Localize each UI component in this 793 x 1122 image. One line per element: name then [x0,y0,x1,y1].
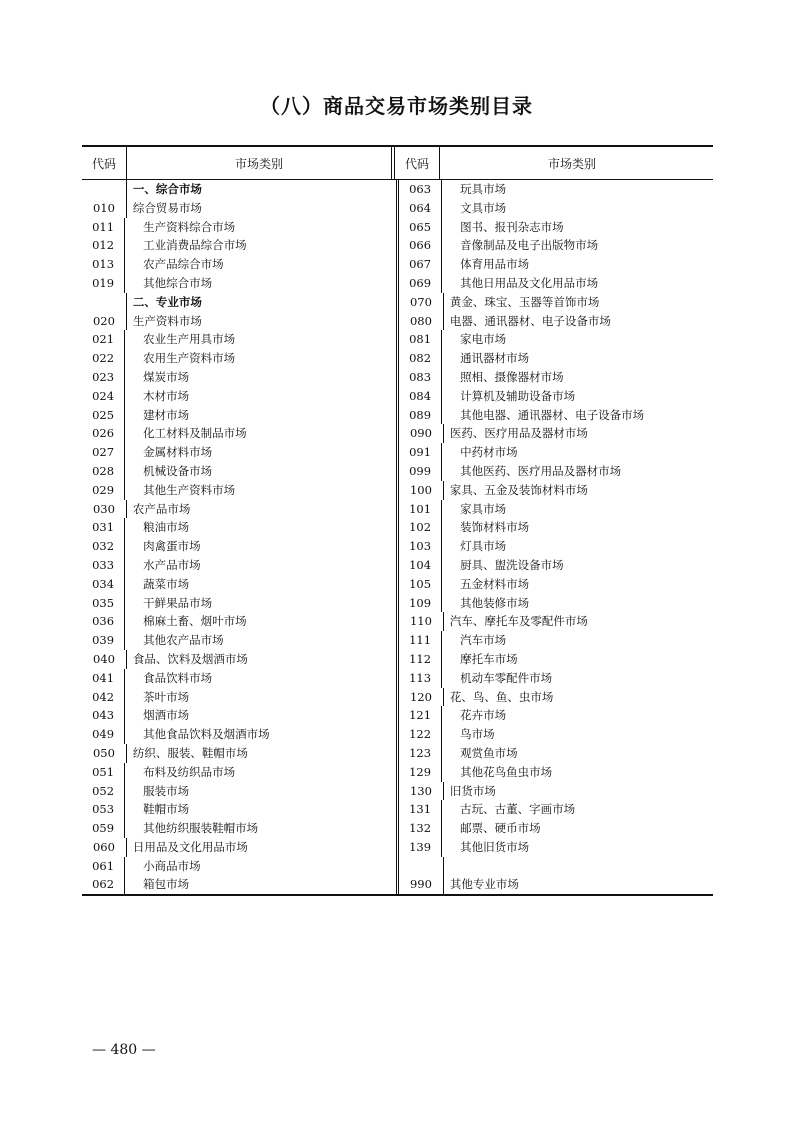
table-row [82,763,396,782]
row-code: 061 [92,858,115,873]
table-row [399,424,713,443]
table-row [82,199,396,218]
row-name: 煤炭市场 [124,368,396,387]
row-code: 023 [92,369,115,384]
row-code: 064 [409,200,432,215]
row-code: 060 [92,839,115,854]
page-title: （八）商品交易市场类别目录 [260,94,533,118]
row-code: 041 [92,670,115,685]
table-row [399,575,713,594]
row-code [399,857,443,876]
table-row [399,312,713,331]
row-code: 020 [92,313,115,328]
row-code: 039 [92,633,115,648]
header-name-right: 市场类别 [439,147,704,179]
row-name: 综合贸易市场 [126,199,396,218]
row-code: 011 [92,219,115,234]
row-name: 其他日用品及文化用品市场 [441,274,713,293]
table-row [399,330,713,349]
table-row [399,274,713,293]
table-row [399,594,713,613]
table-row [399,255,713,274]
row-code: 082 [409,351,432,366]
row-code: 053 [92,802,115,817]
row-name: 纺织、服装、鞋帽市场 [126,744,396,763]
table-row [82,330,396,349]
row-name: 装饰材料市场 [441,518,713,537]
table-row [82,462,396,481]
row-name: 音像制品及电子出版物市场 [441,236,713,255]
table-row [82,688,396,707]
row-name: 其他装修市场 [441,594,713,613]
table-row [82,875,396,894]
table-row [399,800,713,819]
row-name: 机械设备市场 [124,462,396,481]
row-name: 干鲜果品市场 [124,594,396,613]
table-row [399,875,713,894]
row-name: 布料及纺织品市场 [124,763,396,782]
row-name: 生产资料综合市场 [124,218,396,237]
table-row [399,537,713,556]
row-code: 021 [92,332,115,347]
row-code: 026 [92,426,115,441]
row-code: 032 [92,539,115,554]
header-name: 市场类别 [126,147,391,179]
table-row [82,857,396,876]
table-row [399,462,713,481]
row-name: 工业消费品综合市场 [124,236,396,255]
table-row [82,274,396,293]
table-row [82,218,396,237]
row-name: 食品饮料市场 [124,669,396,688]
row-code: 122 [409,727,432,742]
table-row [399,688,713,707]
table-row [399,199,713,218]
row-name: 汽车、摩托车及零配件市场 [443,612,713,631]
row-name: 机动车零配件市场 [441,669,713,688]
row-code: 012 [92,238,115,253]
row-code: 031 [92,520,115,535]
row-name: 粮油市场 [124,518,396,537]
row-name: 鸟市场 [441,725,713,744]
table-row [82,349,396,368]
table-row [82,312,396,331]
row-code: 040 [92,651,115,666]
table-row [399,763,713,782]
row-code: 019 [92,275,115,290]
table-row [399,406,713,425]
table-row [399,481,713,500]
row-name: 其他综合市场 [124,274,396,293]
row-code: 033 [92,557,115,572]
row-code: 022 [92,351,115,366]
row-code: 035 [92,595,115,610]
row-name: 二、专业市场 [126,293,396,312]
table-row [82,556,396,575]
table-row [82,575,396,594]
row-name: 建材市场 [124,406,396,425]
table-row [399,838,713,857]
row-name: 农用生产资料市场 [124,349,396,368]
row-code: 066 [409,238,432,253]
row-code: 070 [409,294,432,309]
row-name: 观赏鱼市场 [441,744,713,763]
table-row [82,631,396,650]
row-code [82,180,126,199]
row-name: 食品、饮料及烟酒市场 [126,650,396,669]
row-name: 一、综合市场 [126,180,396,199]
table-row [82,669,396,688]
table-row [82,594,396,613]
row-code: 084 [409,388,432,403]
row-name: 农产品市场 [126,500,396,519]
table-row [82,612,396,631]
row-code [82,293,126,312]
row-name: 家具市场 [441,500,713,519]
table-row [399,349,713,368]
row-name: 其他专业市场 [443,875,713,894]
row-name: 五金材料市场 [441,575,713,594]
row-name: 烟酒市场 [124,706,396,725]
table-row [82,500,396,519]
row-name: 邮票、硬币市场 [441,819,713,838]
row-name: 日用品及文化用品市场 [126,838,396,857]
row-code: 083 [409,369,432,384]
table-row [82,725,396,744]
row-name: 其他花鸟鱼虫市场 [441,763,713,782]
table-row [399,293,713,312]
table-row [399,669,713,688]
row-name: 照相、摄像器材市场 [441,368,713,387]
row-code: 024 [92,388,115,403]
row-code: 103 [409,539,432,554]
table-row [399,500,713,519]
row-name: 图书、报刊杂志市场 [441,218,713,237]
row-code: 029 [92,482,115,497]
row-name: 其他食品饮料及烟酒市场 [124,725,396,744]
row-code: 099 [409,463,432,478]
header-code-right: 代码 [404,156,429,171]
row-code: 027 [92,445,115,460]
row-code: 080 [409,313,432,328]
table-row [399,387,713,406]
table-row [82,406,396,425]
row-name: 其他纺织服装鞋帽市场 [124,819,396,838]
row-name: 黄金、珠宝、玉器等首饰市场 [443,293,713,312]
row-name: 木材市场 [124,387,396,406]
row-code: 101 [409,501,432,516]
row-code: 120 [409,689,432,704]
row-name: 古玩、古董、字画市场 [441,800,713,819]
row-code: 059 [92,821,115,836]
row-name: 医药、医疗用品及器材市场 [443,424,713,443]
table-row [82,368,396,387]
table-row [82,819,396,838]
row-code: 089 [409,407,432,422]
row-code: 063 [409,182,432,196]
row-code: 105 [409,576,432,591]
row-code: 028 [92,463,115,478]
row-name: 其他生产资料市场 [124,481,396,500]
row-code: 130 [409,783,432,798]
row-code: 013 [92,257,115,272]
row-name: 旧货市场 [443,782,713,801]
row-name: 蔬菜市场 [124,575,396,594]
right-column [399,180,713,894]
table-row [82,782,396,801]
row-name: 茶叶市场 [124,688,396,707]
row-name: 花、鸟、鱼、虫市场 [443,688,713,707]
left-column [82,180,396,894]
row-code: 065 [409,219,432,234]
table-row [399,236,713,255]
row-name: 金属材料市场 [124,443,396,462]
row-code: 067 [409,257,432,272]
row-code: 091 [409,445,432,460]
row-code: 100 [409,482,432,497]
row-name: 生产资料市场 [126,312,396,331]
row-name: 小商品市场 [124,857,396,876]
table-row [399,706,713,725]
row-code: 990 [409,877,432,892]
table-row [399,180,713,199]
table-row [82,537,396,556]
row-code: 109 [409,595,432,610]
row-name: 花卉市场 [441,706,713,725]
row-name: 箱包市场 [124,875,396,894]
table-row [82,838,396,857]
table-row [82,706,396,725]
table-row [399,650,713,669]
table-row [399,218,713,237]
table-body [82,180,713,894]
row-code: 123 [409,745,432,760]
row-name: 文具市场 [441,199,713,218]
row-code: 131 [409,802,432,817]
row-name: 其他医药、医疗用品及器材市场 [441,462,713,481]
table-row [82,481,396,500]
table-row [399,819,713,838]
table-header [82,147,713,180]
row-code: 042 [92,689,115,704]
row-code: 081 [409,332,432,347]
row-name: 棉麻土畜、烟叶市场 [124,612,396,631]
table-row [82,518,396,537]
row-name: 鞋帽市场 [124,800,396,819]
table-row [82,800,396,819]
table-row [399,518,713,537]
table-row [399,744,713,763]
row-name: 家具、五金及装饰材料市场 [443,481,713,500]
table-row [82,744,396,763]
row-name: 服装市场 [124,782,396,801]
row-name: 电器、通讯器材、电子设备市场 [443,312,713,331]
header-code: 代码 [91,156,116,171]
table-row [399,857,713,876]
row-code: 113 [409,670,432,685]
table-row [399,556,713,575]
table-row [399,368,713,387]
row-code: 049 [92,727,115,742]
row-code: 025 [92,407,115,422]
row-name: 化工材料及制品市场 [124,424,396,443]
row-name: 厨具、盥洗设备市场 [441,556,713,575]
table-row [82,293,396,312]
table-row [82,650,396,669]
row-code: 139 [409,839,432,854]
row-code: 052 [92,783,115,798]
table-row [399,725,713,744]
row-code: 132 [409,821,432,836]
row-code: 050 [92,745,115,760]
row-name: 中药材市场 [441,443,713,462]
row-code: 030 [92,501,115,516]
row-code: 069 [409,275,432,290]
row-name: 其他农产品市场 [124,631,396,650]
row-code: 051 [92,764,115,779]
row-code: 010 [92,200,115,215]
row-name: 农产品综合市场 [124,255,396,274]
row-code: 112 [409,651,432,666]
row-name: 体育用品市场 [441,255,713,274]
row-code: 110 [409,614,432,629]
row-name: 通讯器材市场 [441,349,713,368]
row-name: 肉禽蛋市场 [124,537,396,556]
page-number: — 480 — [92,1042,156,1058]
table-row [82,443,396,462]
market-category-table [82,145,713,896]
row-code: 102 [409,520,432,535]
row-name: 灯具市场 [441,537,713,556]
table-row [399,782,713,801]
table-row [82,236,396,255]
table-row [82,424,396,443]
row-name: 其他电器、通讯器材、电子设备市场 [441,406,713,425]
table-row [399,612,713,631]
row-code: 111 [409,633,432,648]
row-name [443,857,713,876]
row-code: 121 [409,708,432,723]
row-code: 062 [92,877,115,892]
table-row [82,180,396,199]
row-name: 玩具市场 [441,180,713,199]
row-name: 农业生产用具市场 [124,330,396,349]
table-row [82,255,396,274]
table-row [399,631,713,650]
row-name: 家电市场 [441,330,713,349]
table-row [82,387,396,406]
row-name: 水产品市场 [124,556,396,575]
row-code: 034 [92,576,115,591]
row-name: 汽车市场 [441,631,713,650]
row-code: 036 [92,614,115,629]
row-name: 计算机及辅助设备市场 [441,387,713,406]
row-code: 129 [409,764,432,779]
row-code: 104 [409,557,432,572]
table-row [399,443,713,462]
row-code: 043 [92,708,115,723]
row-code: 090 [409,426,432,441]
row-name: 其他旧货市场 [441,838,713,857]
row-name: 摩托车市场 [441,650,713,669]
